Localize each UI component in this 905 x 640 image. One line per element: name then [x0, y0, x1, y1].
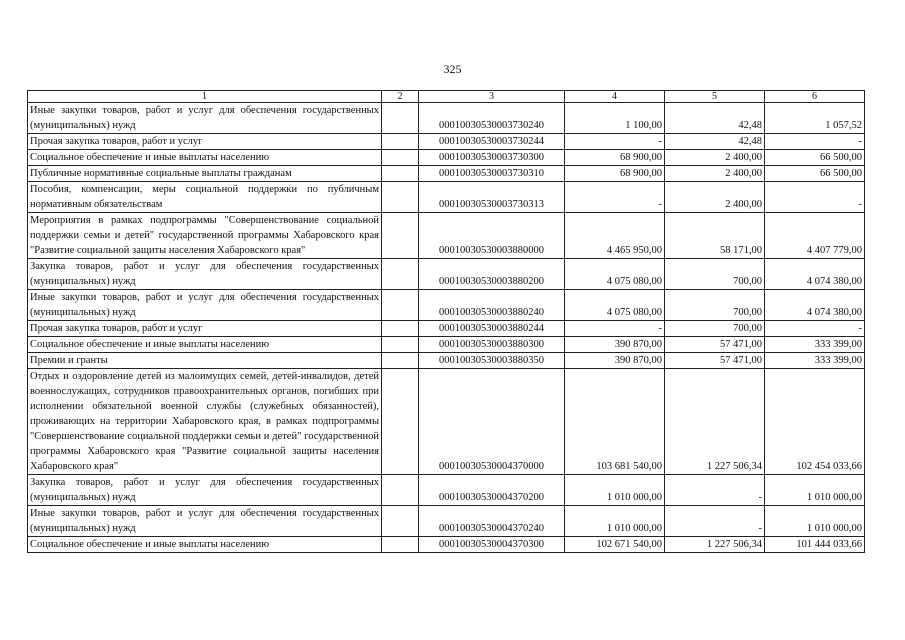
- row-name-cell: Закупка товаров, работ и услуг для обеспечения государственных (муниципальных) нужд: [28, 475, 382, 506]
- row-code-cell: 00010030530003880300: [419, 337, 565, 353]
- column-header: 1: [28, 91, 382, 103]
- row-code-cell: 00010030530003730310: [419, 166, 565, 182]
- row-code-cell: 00010030530003880244: [419, 321, 565, 337]
- table-row: [28, 182, 865, 213]
- row-value-col6-cell: 66 500,00: [765, 166, 865, 182]
- row-value-col6-cell: 4 074 380,00: [765, 259, 865, 290]
- row-value-col4-cell: 390 870,00: [565, 337, 665, 353]
- row-value-col4-cell: 1 010 000,00: [565, 475, 665, 506]
- table-row: [28, 290, 865, 321]
- row-name-cell: Иные закупки товаров, работ и услуг для обеспечения государственных (муниципальных) нужд: [28, 290, 382, 321]
- table-row: [28, 321, 865, 337]
- row-value-col4-cell: 4 075 080,00: [565, 290, 665, 321]
- row-name-cell: Закупка товаров, работ и услуг для обеспечения государственных (муниципальных) нужд: [28, 259, 382, 290]
- row-col2-cell: [382, 213, 419, 259]
- row-value-col5-cell: -: [665, 506, 765, 537]
- row-code-cell: 00010030530003730313: [419, 182, 565, 213]
- column-header: 4: [565, 91, 665, 103]
- row-name-cell: Публичные нормативные социальные выплаты гражданам: [28, 166, 382, 182]
- table-row: [28, 337, 865, 353]
- table-row: [28, 166, 865, 182]
- row-col2-cell: [382, 166, 419, 182]
- column-header: 5: [665, 91, 765, 103]
- budget-table: [27, 90, 865, 553]
- row-col2-cell: [382, 353, 419, 369]
- row-col2-cell: [382, 369, 419, 475]
- row-value-col6-cell: 333 399,00: [765, 337, 865, 353]
- table-row: [28, 369, 865, 475]
- row-value-col4-cell: 68 900,00: [565, 150, 665, 166]
- table-row: [28, 213, 865, 259]
- row-value-col5-cell: 1 227 506,34: [665, 369, 765, 475]
- row-value-col4-cell: 68 900,00: [565, 166, 665, 182]
- row-value-col4-cell: 4 465 950,00: [565, 213, 665, 259]
- row-value-col6-cell: 4 407 779,00: [765, 213, 865, 259]
- table-row: [28, 537, 865, 553]
- table-row: [28, 353, 865, 369]
- row-name-cell: Прочая закупка товаров, работ и услуг: [28, 134, 382, 150]
- row-name-cell: Пособия, компенсации, меры социальной поддержки по публичным нормативным обязательствам: [28, 182, 382, 213]
- row-value-col6-cell: 102 454 033,66: [765, 369, 865, 475]
- row-value-col4-cell: -: [565, 182, 665, 213]
- row-value-col6-cell: -: [765, 182, 865, 213]
- row-name-cell: Иные закупки товаров, работ и услуг для обеспечения государственных (муниципальных) нужд: [28, 506, 382, 537]
- row-value-col6-cell: -: [765, 321, 865, 337]
- row-value-col5-cell: 2 400,00: [665, 150, 765, 166]
- row-code-cell: 00010030530003730244: [419, 134, 565, 150]
- row-col2-cell: [382, 290, 419, 321]
- row-value-col4-cell: 1 100,00: [565, 103, 665, 134]
- row-value-col4-cell: -: [565, 321, 665, 337]
- row-code-cell: 00010030530003730300: [419, 150, 565, 166]
- row-value-col4-cell: 4 075 080,00: [565, 259, 665, 290]
- row-code-cell: 00010030530003880350: [419, 353, 565, 369]
- table-row: [28, 475, 865, 506]
- row-value-col4-cell: 103 681 540,00: [565, 369, 665, 475]
- row-value-col5-cell: 58 171,00: [665, 213, 765, 259]
- row-value-col5-cell: 1 227 506,34: [665, 537, 765, 553]
- row-col2-cell: [382, 103, 419, 134]
- row-name-cell: Социальное обеспечение и иные выплаты населению: [28, 537, 382, 553]
- row-value-col5-cell: 700,00: [665, 321, 765, 337]
- table-row: [28, 259, 865, 290]
- header-row: [28, 91, 865, 103]
- row-value-col4-cell: 390 870,00: [565, 353, 665, 369]
- column-header: 6: [765, 91, 865, 103]
- row-name-cell: Социальное обеспечение и иные выплаты населению: [28, 337, 382, 353]
- row-name-cell: Мероприятия в рамках подпрограммы "Совершенствование социальной поддержки семьи и детей" государственной программы Хабаровского края "Развитие социальной защиты населения Хабаровского края": [28, 213, 382, 259]
- row-value-col6-cell: 333 399,00: [765, 353, 865, 369]
- row-name-cell: Отдых и оздоровление детей из малоимущих семей, детей-инвалидов, детей военнослужащих, сотрудников правоохранительных органов, погибших при исполнении обязательной военной службы (служебных обязанностей), проживающих на территории Хабаровского края, в рамках подпрограммы "Совершенствование социальной поддержки семьи и детей" государственной программы Хабаровского края "Развитие социальной защиты населения Хабаровского края": [28, 369, 382, 475]
- table-row: [28, 506, 865, 537]
- row-name-cell: Социальное обеспечение и иные выплаты населению: [28, 150, 382, 166]
- row-value-col4-cell: -: [565, 134, 665, 150]
- row-code-cell: 00010030530004370200: [419, 475, 565, 506]
- row-col2-cell: [382, 182, 419, 213]
- table-row: [28, 134, 865, 150]
- row-col2-cell: [382, 337, 419, 353]
- row-col2-cell: [382, 506, 419, 537]
- row-code-cell: 00010030530004370000: [419, 369, 565, 475]
- row-col2-cell: [382, 134, 419, 150]
- row-col2-cell: [382, 321, 419, 337]
- row-col2-cell: [382, 150, 419, 166]
- row-code-cell: 00010030530003880000: [419, 213, 565, 259]
- table-row: [28, 150, 865, 166]
- row-value-col6-cell: 4 074 380,00: [765, 290, 865, 321]
- row-code-cell: 00010030530004370300: [419, 537, 565, 553]
- row-code-cell: 00010030530003730240: [419, 103, 565, 134]
- row-value-col6-cell: 1 057,52: [765, 103, 865, 134]
- row-value-col5-cell: 57 471,00: [665, 353, 765, 369]
- row-value-col6-cell: 1 010 000,00: [765, 506, 865, 537]
- row-value-col5-cell: 57 471,00: [665, 337, 765, 353]
- row-value-col5-cell: 42,48: [665, 103, 765, 134]
- row-col2-cell: [382, 259, 419, 290]
- row-code-cell: 00010030530004370240: [419, 506, 565, 537]
- row-col2-cell: [382, 537, 419, 553]
- row-value-col4-cell: 102 671 540,00: [565, 537, 665, 553]
- row-value-col5-cell: 2 400,00: [665, 166, 765, 182]
- page-number: 325: [443, 62, 462, 76]
- row-value-col5-cell: 42,48: [665, 134, 765, 150]
- row-value-col6-cell: -: [765, 134, 865, 150]
- table-row: [28, 103, 865, 134]
- row-value-col5-cell: 700,00: [665, 259, 765, 290]
- row-value-col4-cell: 1 010 000,00: [565, 506, 665, 537]
- row-value-col6-cell: 66 500,00: [765, 150, 865, 166]
- row-code-cell: 00010030530003880200: [419, 259, 565, 290]
- row-code-cell: 00010030530003880240: [419, 290, 565, 321]
- row-value-col6-cell: 101 444 033,66: [765, 537, 865, 553]
- column-header: 2: [382, 91, 419, 103]
- column-header: 3: [419, 91, 565, 103]
- row-name-cell: Премии и гранты: [28, 353, 382, 369]
- row-name-cell: Иные закупки товаров, работ и услуг для обеспечения государственных (муниципальных) нужд: [28, 103, 382, 134]
- row-value-col5-cell: -: [665, 475, 765, 506]
- row-value-col5-cell: 2 400,00: [665, 182, 765, 213]
- row-value-col5-cell: 700,00: [665, 290, 765, 321]
- row-value-col6-cell: 1 010 000,00: [765, 475, 865, 506]
- row-col2-cell: [382, 475, 419, 506]
- row-name-cell: Прочая закупка товаров, работ и услуг: [28, 321, 382, 337]
